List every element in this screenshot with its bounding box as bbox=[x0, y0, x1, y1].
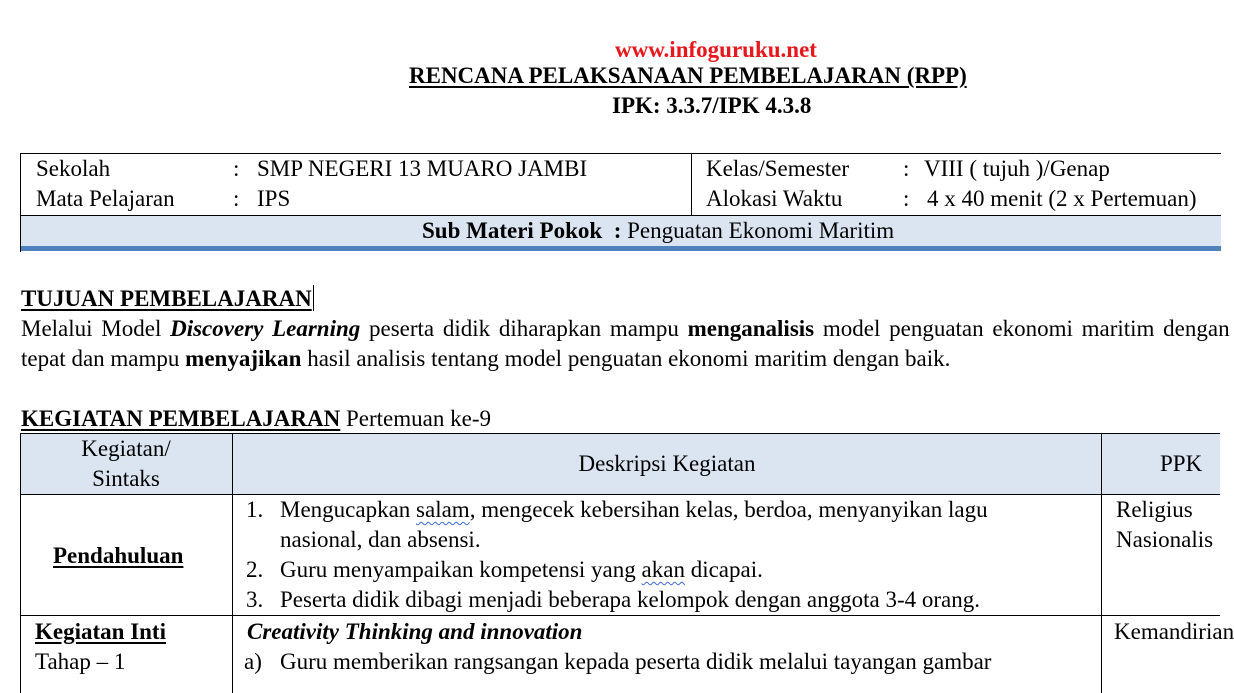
header-kegiatan: Kegiatan/ Sintaks bbox=[81, 436, 171, 491]
pend-item-1-cont: nasional, dan absensi. bbox=[280, 527, 481, 552]
inti-tahap: Tahap – 1 bbox=[35, 649, 126, 674]
alokasi-label: Alokasi Waktu bbox=[706, 186, 843, 211]
text-cursor bbox=[313, 285, 314, 311]
sub-materi-value: Penguatan Ekonomi Maritim bbox=[627, 218, 895, 243]
tujuan-line-2: tepat dan mampu menyajikan hasil analisis tentang model penguatan ekonomi maritim dengan baik. bbox=[21, 346, 951, 371]
pend-ppk-nasionalis: Nasionalis bbox=[1116, 527, 1214, 552]
pend-item-3-text: Peserta didik dibagi menjadi beberapa kelompok dengan anggota 3-4 orang. bbox=[280, 587, 981, 612]
kelas-value: VIII ( tujuh )/Genap bbox=[924, 156, 1110, 181]
inti-label: Kegiatan Inti bbox=[35, 619, 166, 644]
inti-ppk: Kemandirian bbox=[1114, 619, 1234, 644]
pend-item-1-text: Mengucapkan salam, mengecek kebersihan kelas, berdoa, menyanyikan lagu bbox=[280, 497, 988, 522]
tujuan-line-1: Melalui Model Discovery Learning peserta didik diharapkan mampu menganalisis model penguatan ekonomi maritim dengan bbox=[21, 316, 1230, 341]
pertemuan-label: Pertemuan ke-9 bbox=[346, 406, 491, 431]
document-title: RENCANA PELAKSANAAN PEMBELAJARAN (RPP) bbox=[409, 63, 967, 88]
pend-item-1: 1. bbox=[246, 497, 264, 522]
pend-item-3: 3. bbox=[246, 587, 264, 612]
pend-item-2-text: Guru menyampaikan kompetensi yang akan dicapai. bbox=[280, 557, 763, 582]
info-divider bbox=[691, 154, 692, 216]
pend-item-2: 2. bbox=[246, 557, 264, 582]
table-rule-row bbox=[20, 615, 1220, 616]
sekolah-label: Sekolah bbox=[36, 156, 111, 181]
mapel-colon: : bbox=[233, 186, 240, 211]
kegiatan-heading: KEGIATAN PEMBELAJARAN Pertemuan ke-9 bbox=[21, 406, 491, 431]
kelas-label: Kelas/Semester bbox=[706, 156, 850, 181]
sekolah-value: SMP NEGERI 13 MUARO JAMBI bbox=[257, 156, 588, 181]
pendahuluan-label: Pendahuluan bbox=[53, 543, 184, 568]
sub-materi bbox=[422, 216, 894, 246]
info-bottom-rule bbox=[21, 246, 1221, 251]
inti-item-text: Guru memberikan rangsangan kepada peserta didik melalui tayangan gambar bbox=[280, 649, 992, 674]
watermark-url: www.infoguruku.net bbox=[615, 37, 817, 62]
sub-materi-colon: : bbox=[613, 218, 622, 243]
alokasi-value: 4 x 40 menit (2 x Pertemuan) bbox=[927, 186, 1197, 211]
inti-item-num: a) bbox=[244, 649, 262, 674]
inti-heading: Creativity Thinking and innovation bbox=[247, 619, 583, 644]
ipk-code: IPK: 3.3.7/IPK 4.3.8 bbox=[612, 93, 812, 118]
kelas-colon: : bbox=[903, 156, 910, 181]
header-ppk: PPK bbox=[1160, 451, 1203, 476]
sub-materi-label: Sub Materi Pokok bbox=[422, 218, 603, 243]
sekolah-colon: : bbox=[233, 156, 240, 181]
tujuan-heading: TUJUAN PEMBELAJARAN bbox=[21, 286, 312, 311]
header-deskripsi: Deskripsi Kegiatan bbox=[578, 451, 756, 476]
mapel-label: Mata Pelajaran bbox=[36, 186, 175, 211]
alokasi-colon: : bbox=[903, 186, 910, 211]
table-rule-col2 bbox=[1101, 433, 1102, 693]
info-table bbox=[20, 153, 1221, 252]
pend-ppk-religius: Religius bbox=[1116, 497, 1193, 522]
kegiatan-table bbox=[20, 433, 1234, 693]
mapel-value: IPS bbox=[257, 186, 291, 211]
